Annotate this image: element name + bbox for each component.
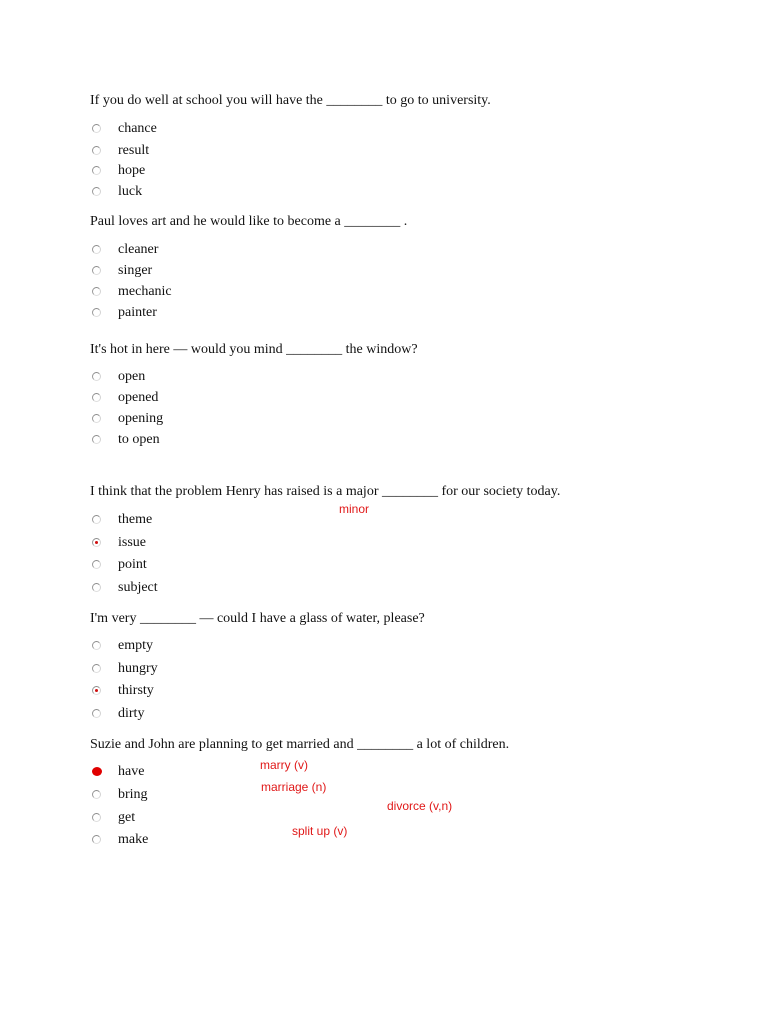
radio-button-chance[interactable] bbox=[92, 124, 101, 133]
annotation-divorce: divorce (v,n) bbox=[387, 799, 453, 813]
option-label-to-open: to open bbox=[118, 432, 160, 447]
question-1-prompt: If you do well at school you will have the ________ to go to university. bbox=[90, 93, 491, 108]
option-label-dirty: dirty bbox=[118, 706, 145, 721]
annotation-marry: marry (v) bbox=[260, 758, 308, 772]
annotation-minor: minor bbox=[339, 502, 370, 516]
question-5-prompt: I'm very ________ — could I have a glass of water, please? bbox=[90, 611, 425, 626]
option-label-cleaner: cleaner bbox=[118, 242, 159, 257]
radio-button-get[interactable] bbox=[92, 813, 101, 822]
radio-button-cleaner[interactable] bbox=[92, 245, 101, 254]
question-6-prompt: Suzie and John are planning to get married and ________ a lot of children. bbox=[90, 737, 510, 752]
question-4-prompt: I think that the problem Henry has raised is a major ________ for our society today. bbox=[90, 484, 561, 499]
option-label-subject: subject bbox=[118, 580, 158, 595]
radio-button-hungry[interactable] bbox=[92, 664, 101, 673]
question-2-prompt: Paul loves art and he would like to become a ________ . bbox=[90, 214, 408, 229]
radio-button-singer[interactable] bbox=[92, 266, 101, 275]
annotation-split-up: split up (v) bbox=[292, 824, 348, 838]
radio-button-open[interactable] bbox=[92, 372, 101, 381]
question-3-prompt: It's hot in here — would you mind ________ the window? bbox=[90, 342, 418, 357]
option-label-opening: opening bbox=[118, 411, 164, 426]
option-label-chance: chance bbox=[118, 121, 157, 136]
radio-button-bring[interactable] bbox=[92, 790, 101, 799]
option-label-issue: issue bbox=[118, 535, 146, 550]
option-label-result: result bbox=[118, 143, 150, 158]
option-label-painter: painter bbox=[118, 305, 157, 320]
option-label-opened: opened bbox=[118, 390, 159, 405]
option-label-theme: theme bbox=[118, 512, 153, 527]
radio-button-luck[interactable] bbox=[92, 187, 101, 196]
option-label-singer: singer bbox=[118, 263, 153, 278]
radio-button-to-open[interactable] bbox=[92, 435, 101, 444]
option-label-hope: hope bbox=[118, 163, 146, 178]
option-label-luck: luck bbox=[118, 184, 143, 199]
radio-button-result[interactable] bbox=[92, 146, 101, 155]
radio-button-issue-selected[interactable] bbox=[92, 538, 101, 547]
option-label-thirsty: thirsty bbox=[118, 683, 154, 698]
radio-button-mechanic[interactable] bbox=[92, 287, 101, 296]
option-label-hungry: hungry bbox=[118, 661, 158, 676]
option-label-mechanic: mechanic bbox=[118, 284, 172, 299]
radio-button-have-marked[interactable] bbox=[92, 767, 102, 776]
radio-button-point[interactable] bbox=[92, 560, 101, 569]
radio-button-hope[interactable] bbox=[92, 166, 101, 175]
option-label-open: open bbox=[118, 369, 146, 384]
radio-button-opening[interactable] bbox=[92, 414, 101, 423]
radio-button-make[interactable] bbox=[92, 835, 101, 844]
radio-button-opened[interactable] bbox=[92, 393, 101, 402]
option-label-make: make bbox=[118, 832, 149, 847]
radio-button-subject[interactable] bbox=[92, 583, 101, 592]
annotation-marriage: marriage (n) bbox=[261, 780, 327, 794]
radio-button-thirsty-selected[interactable] bbox=[92, 686, 101, 695]
option-label-point: point bbox=[118, 557, 147, 572]
option-label-empty: empty bbox=[118, 638, 153, 653]
option-label-have: have bbox=[118, 764, 145, 779]
option-label-get: get bbox=[118, 810, 136, 825]
radio-button-theme[interactable] bbox=[92, 515, 101, 524]
option-label-bring: bring bbox=[118, 787, 148, 802]
radio-button-dirty[interactable] bbox=[92, 709, 101, 718]
radio-button-empty[interactable] bbox=[92, 641, 101, 650]
radio-button-painter[interactable] bbox=[92, 308, 101, 317]
